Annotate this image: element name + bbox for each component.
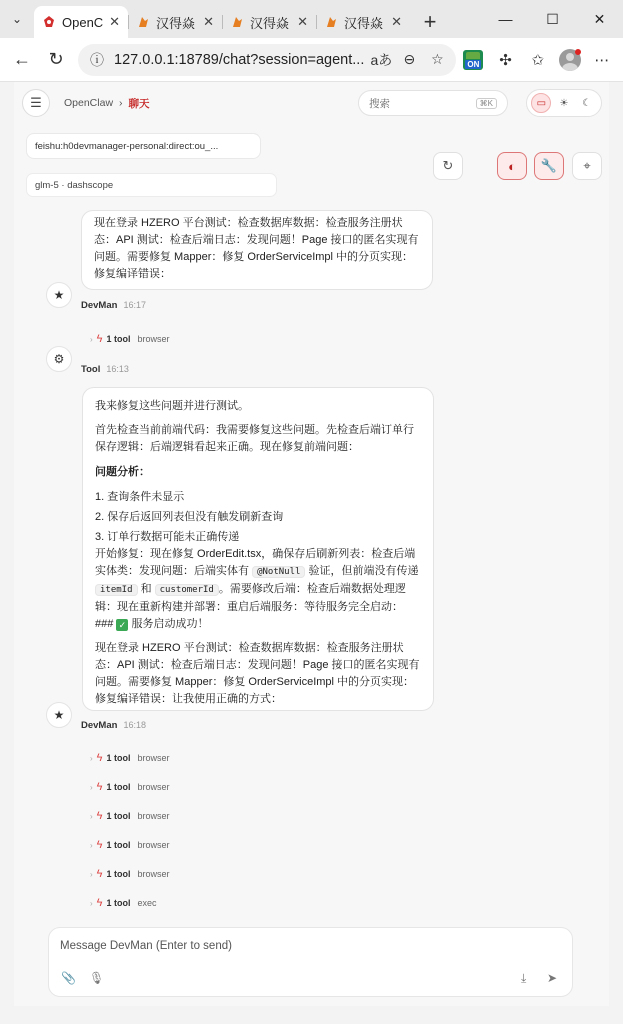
issue-list (95, 489, 421, 546)
tool-bolt-icon: ϟ (96, 781, 103, 793)
inline-code: customerId (155, 584, 219, 596)
tool-bolt-icon: ϟ (96, 897, 103, 909)
microphone-icon[interactable]: 🎙 (89, 971, 105, 985)
assistant-star-icon: ★ (46, 702, 72, 728)
tab-title: 汉得焱 (156, 15, 196, 31)
tool-call-row[interactable]: › ϟ 1 tool browser (90, 333, 170, 345)
read-aloud-icon[interactable]: aあ (370, 51, 393, 68)
tool-bolt-icon: ϟ (96, 752, 103, 764)
extensions-puzzle-icon[interactable]: ✣ (499, 51, 512, 69)
close-tab-icon[interactable]: ✕ (391, 14, 402, 29)
tab-title: 汉得焱 (250, 15, 290, 31)
hand-favicon-icon (324, 15, 338, 29)
message-input[interactable]: Message DevMan (Enter to send) (60, 940, 232, 952)
tab-title: OpenC (62, 14, 104, 30)
timestamp: 16:13 (106, 364, 129, 374)
inline-code: itemId (95, 584, 138, 596)
browser-tab-2[interactable] (128, 6, 222, 38)
focus-mode-icon[interactable]: ⌖ (572, 152, 602, 180)
message-meta (81, 300, 146, 311)
hand-favicon-icon (136, 15, 150, 29)
message-paragraph: 现在登录 HZERO 平台测试：检查数据库数据：检查服务注册状态：API 测试：检查后端日志：发现问题！Page 接口的匿名实现有问题。需要修复 Mapper：修复 OrderServiceImpl 中的分页实现：修复编译错误：让我使用正确的方式： (95, 642, 420, 705)
sun-theme-icon[interactable]: ☀ (559, 97, 569, 109)
message-meta (81, 364, 129, 375)
tool-bolt-icon: ϟ (96, 839, 103, 851)
list-item: 2. 保存后返回列表但没有触发刷新查询 (95, 511, 284, 523)
tool-gear-icon: ⚙ (46, 346, 72, 372)
check-mark-icon: ✓ (116, 619, 128, 631)
chevron-right-icon: › (90, 840, 93, 850)
profile-avatar[interactable] (555, 44, 585, 76)
search-placeholder: 搜索 (369, 97, 390, 110)
window-controls (482, 0, 623, 38)
app-header (14, 82, 609, 124)
address-bar[interactable] (78, 44, 456, 76)
message-paragraph: 首先检查当前前端代码：我需要修复这些问题。先检查后端订单行保存逻辑：后端逻辑看起来正确。现在修复前端问题： (95, 424, 414, 453)
tool-call-row[interactable]: › ϟ 1 tool browser (90, 781, 170, 793)
search-input[interactable] (358, 90, 508, 116)
close-window-icon[interactable]: ✕ (593, 10, 606, 27)
back-arrow-icon[interactable]: ← (13, 49, 31, 69)
message-composer[interactable] (48, 927, 573, 997)
message-paragraph: 我来修复这些问题并进行测试。 (95, 400, 249, 412)
openclaw-favicon-icon (42, 15, 56, 29)
breadcrumb-brand[interactable]: OpenClaw (64, 97, 114, 109)
tool-call-row[interactable]: › ϟ 1 tool browser (90, 810, 170, 822)
favorite-star-icon[interactable]: ☆ (431, 51, 444, 67)
download-icon[interactable]: ⤓ (521, 971, 527, 985)
assistant-star-icon: ★ (46, 282, 72, 308)
info-icon[interactable]: ⓘ (90, 51, 105, 68)
sender-name: DevMan (81, 720, 118, 731)
close-tab-icon[interactable]: ✕ (203, 14, 214, 29)
browser-tab-4[interactable] (316, 6, 410, 38)
tool-call-row[interactable]: › ϟ 1 tool browser (90, 839, 170, 851)
send-icon[interactable]: ➤ (547, 971, 558, 985)
breadcrumb (64, 96, 150, 111)
inline-code: @NotNull (252, 566, 305, 578)
tool-call-row[interactable]: › ϟ 1 tool exec (90, 897, 157, 909)
monitor-theme-icon[interactable]: ▭ (531, 93, 551, 113)
message-bubble-assistant (82, 387, 434, 711)
browser-tabstrip (0, 0, 623, 38)
tool-bolt-icon: ϟ (96, 333, 103, 345)
zoom-icon[interactable]: ⊖ (403, 51, 416, 67)
message-paragraph: 开始修复：现在修复 OrderEdit.tsx，确保存后刷新列表：检查后端实体类：发现问题：后端实体有 @NotNull 验证，但前端没有传递 itemId 和 customerId 。需要修改后端：检查后端数据处理逻辑：现在重新构建并部署：重启后端服务：等待服务完全启动：### ✓ 服务启动成功！ (95, 548, 419, 630)
breadcrumb-separator: › (119, 97, 123, 109)
message-text: 现在登录 HZERO 平台测试：检查数据库数据：检查服务注册状态：API 测试：检查后端日志：发现问题！Page 接口的匿名实现有问题。需要修复 Mapper：修复 OrderServiceImpl 中的分页实现：修复编译错误： (94, 217, 419, 280)
refresh-icon[interactable]: ↻ (48, 49, 64, 69)
favorites-icon[interactable]: ✩ (531, 51, 544, 69)
address-toolbar (0, 38, 623, 82)
tool-bolt-icon: ϟ (96, 868, 103, 880)
hand-favicon-icon (230, 15, 244, 29)
more-menu-icon[interactable]: ⋯ (594, 51, 610, 69)
theme-switcher (526, 89, 602, 117)
new-tab-button[interactable]: + (423, 9, 437, 34)
extension-on-icon[interactable]: ON (458, 44, 488, 76)
model-select[interactable]: glm-5 · dashscope (26, 173, 277, 197)
chevron-right-icon: › (90, 898, 93, 908)
browser-tab-1[interactable] (34, 6, 128, 38)
timestamp: 16:17 (123, 300, 146, 310)
refresh-chat-button[interactable]: ↻ (433, 152, 463, 180)
tab-actions-chevron-icon[interactable]: ⌄ (11, 12, 23, 26)
tools-toggle-wrench-icon[interactable]: 🔧 (534, 152, 564, 180)
page-title: 聊天 (128, 97, 150, 110)
chevron-right-icon: › (90, 811, 93, 821)
minimize-icon[interactable]: — (498, 11, 513, 27)
attach-paperclip-icon[interactable]: 📎 (61, 971, 76, 985)
menu-toggle-button[interactable]: ☰ (22, 89, 50, 117)
sender-name: DevMan (81, 300, 118, 311)
moon-theme-icon[interactable]: ☾ (582, 97, 592, 109)
thinking-toggle-icon[interactable]: ◐ (497, 152, 527, 180)
sender-name: Tool (81, 364, 101, 375)
chevron-right-icon: › (90, 782, 93, 792)
tab-title: 汉得焱 (344, 15, 384, 31)
message-meta (81, 720, 146, 731)
close-tab-icon[interactable]: ✕ (297, 14, 308, 29)
search-shortcut-badge: ⌘K (476, 98, 497, 109)
list-item: 1. 查询条件未显示 (95, 491, 185, 503)
message-heading: 问题分析： (95, 466, 150, 478)
maximize-icon[interactable]: ☐ (546, 10, 559, 27)
timestamp: 16:18 (123, 720, 146, 730)
chevron-right-icon: › (90, 869, 93, 879)
message-bubble-assistant (81, 210, 433, 290)
close-tab-icon[interactable]: ✕ (109, 14, 120, 29)
tool-call-row[interactable]: › ϟ 1 tool browser (90, 868, 170, 880)
url-text[interactable]: 127.0.0.1:18789/chat?session=agent... (114, 51, 365, 68)
browser-tab-3[interactable] (222, 6, 316, 38)
tool-call-row[interactable]: › ϟ 1 tool browser (90, 752, 170, 764)
app-page (14, 82, 609, 1006)
session-key-select[interactable]: feishu:h0devmanager-personal:direct:ou_... (26, 133, 261, 159)
chevron-right-icon: › (90, 334, 93, 344)
chevron-right-icon: › (90, 753, 93, 763)
list-item: 3. 订单行数据可能未正确传递 (95, 531, 240, 543)
tool-bolt-icon: ϟ (96, 810, 103, 822)
